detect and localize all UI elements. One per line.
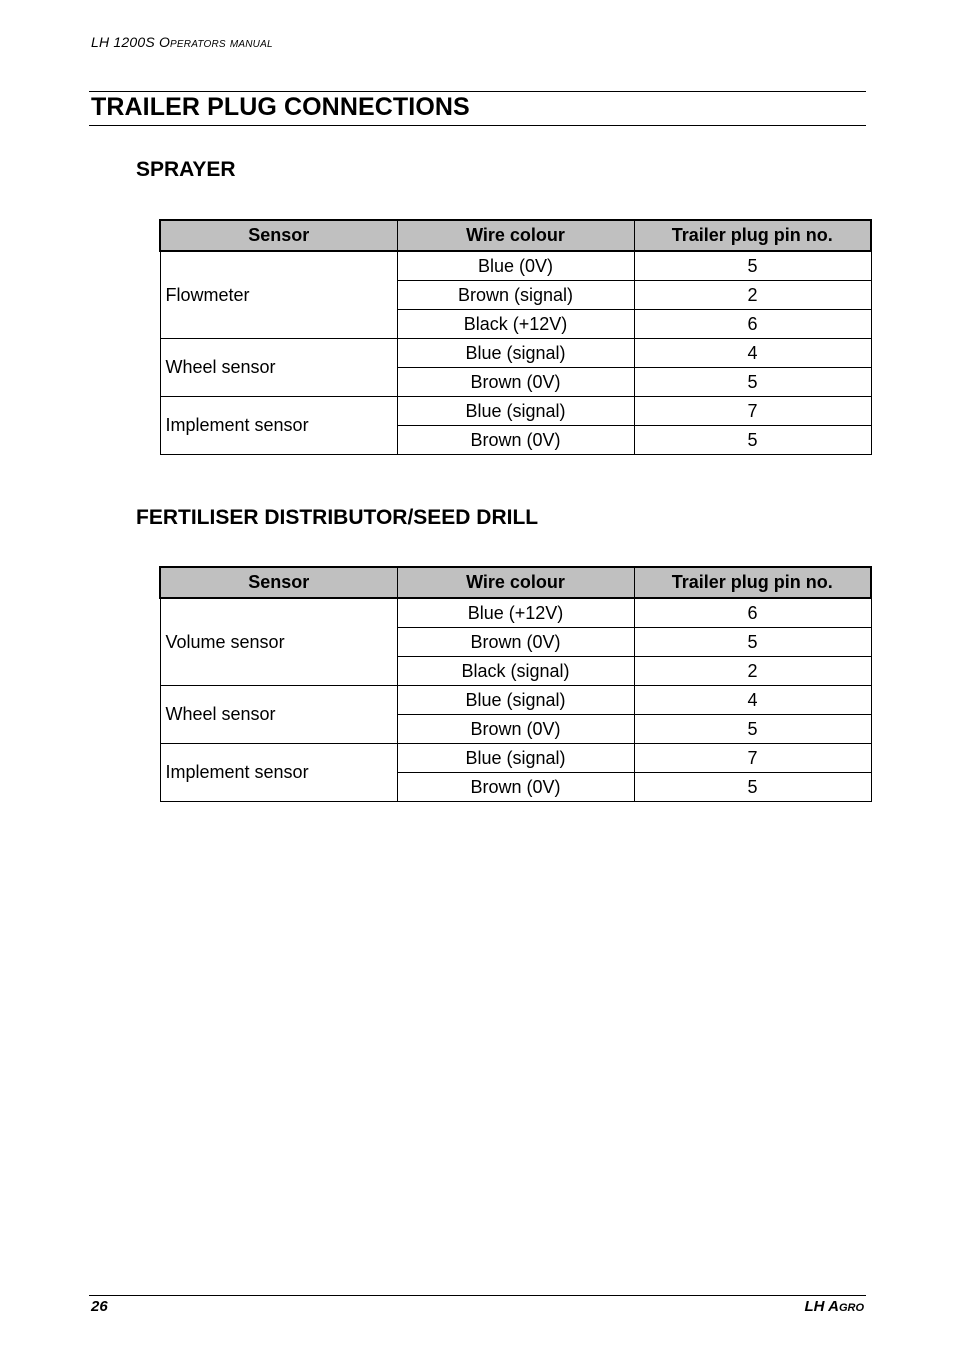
table-row — [160, 251, 871, 281]
table-row — [160, 397, 871, 426]
table-row — [160, 598, 871, 628]
pin-cell: 4 — [634, 686, 871, 715]
column-header-sensor: Sensor — [160, 567, 397, 598]
table-row — [160, 744, 871, 773]
running-header: LH 1200S Operators manual — [91, 34, 273, 50]
pin-cell: 6 — [634, 310, 871, 339]
sensor-cell: Implement sensor — [160, 397, 397, 455]
table-row — [160, 339, 871, 368]
title-rule-top — [89, 91, 866, 92]
wire-colour-cell: Brown (signal) — [397, 281, 634, 310]
pin-cell: 5 — [634, 715, 871, 744]
sprayer-heading: SPRAYER — [136, 158, 236, 181]
wire-colour-cell: Brown (0V) — [397, 368, 634, 397]
table-row — [160, 686, 871, 715]
sensor-cell: Wheel sensor — [160, 686, 397, 744]
wire-colour-cell: Brown (0V) — [397, 715, 634, 744]
title-rule-bottom — [89, 125, 866, 126]
sensor-cell: Flowmeter — [160, 251, 397, 339]
column-header-wire-colour: Wire colour — [397, 567, 634, 598]
wire-colour-cell: Blue (signal) — [397, 397, 634, 426]
pin-cell: 7 — [634, 397, 871, 426]
sensor-cell: Wheel sensor — [160, 339, 397, 397]
wire-colour-cell: Blue (signal) — [397, 686, 634, 715]
wire-colour-cell: Black (+12V) — [397, 310, 634, 339]
table-header-row — [160, 567, 871, 598]
wire-colour-cell: Blue (+12V) — [397, 598, 634, 628]
pin-cell: 4 — [634, 339, 871, 368]
sensor-cell: Volume sensor — [160, 598, 397, 686]
wire-colour-cell: Black (signal) — [397, 657, 634, 686]
fertiliser-heading: FERTILISER DISTRIBUTOR/SEED DRILL — [136, 506, 539, 529]
pin-cell: 5 — [634, 773, 871, 802]
wire-colour-cell: Brown (0V) — [397, 773, 634, 802]
wire-colour-cell: Brown (0V) — [397, 426, 634, 455]
page-number: 26 — [91, 1298, 108, 1315]
pin-cell: 5 — [634, 628, 871, 657]
pin-cell: 5 — [634, 426, 871, 455]
pin-cell: 6 — [634, 598, 871, 628]
column-header-pin: Trailer plug pin no. — [634, 567, 871, 598]
pin-cell: 2 — [634, 281, 871, 310]
sprayer-table — [159, 219, 872, 455]
pin-cell: 7 — [634, 744, 871, 773]
page-title: TRAILER PLUG CONNECTIONS — [91, 93, 470, 121]
pin-cell: 5 — [634, 251, 871, 281]
column-header-pin: Trailer plug pin no. — [634, 220, 871, 251]
wire-colour-cell: Brown (0V) — [397, 628, 634, 657]
wire-colour-cell: Blue (signal) — [397, 744, 634, 773]
pin-cell: 2 — [634, 657, 871, 686]
pin-cell: 5 — [634, 368, 871, 397]
wire-colour-cell: Blue (signal) — [397, 339, 634, 368]
footer-brand: LH Agro — [804, 1298, 864, 1315]
column-header-wire-colour: Wire colour — [397, 220, 634, 251]
fertiliser-table — [159, 566, 872, 802]
footer-rule — [89, 1295, 866, 1296]
wire-colour-cell: Blue (0V) — [397, 251, 634, 281]
sensor-cell: Implement sensor — [160, 744, 397, 802]
column-header-sensor: Sensor — [160, 220, 397, 251]
table-header-row — [160, 220, 871, 251]
